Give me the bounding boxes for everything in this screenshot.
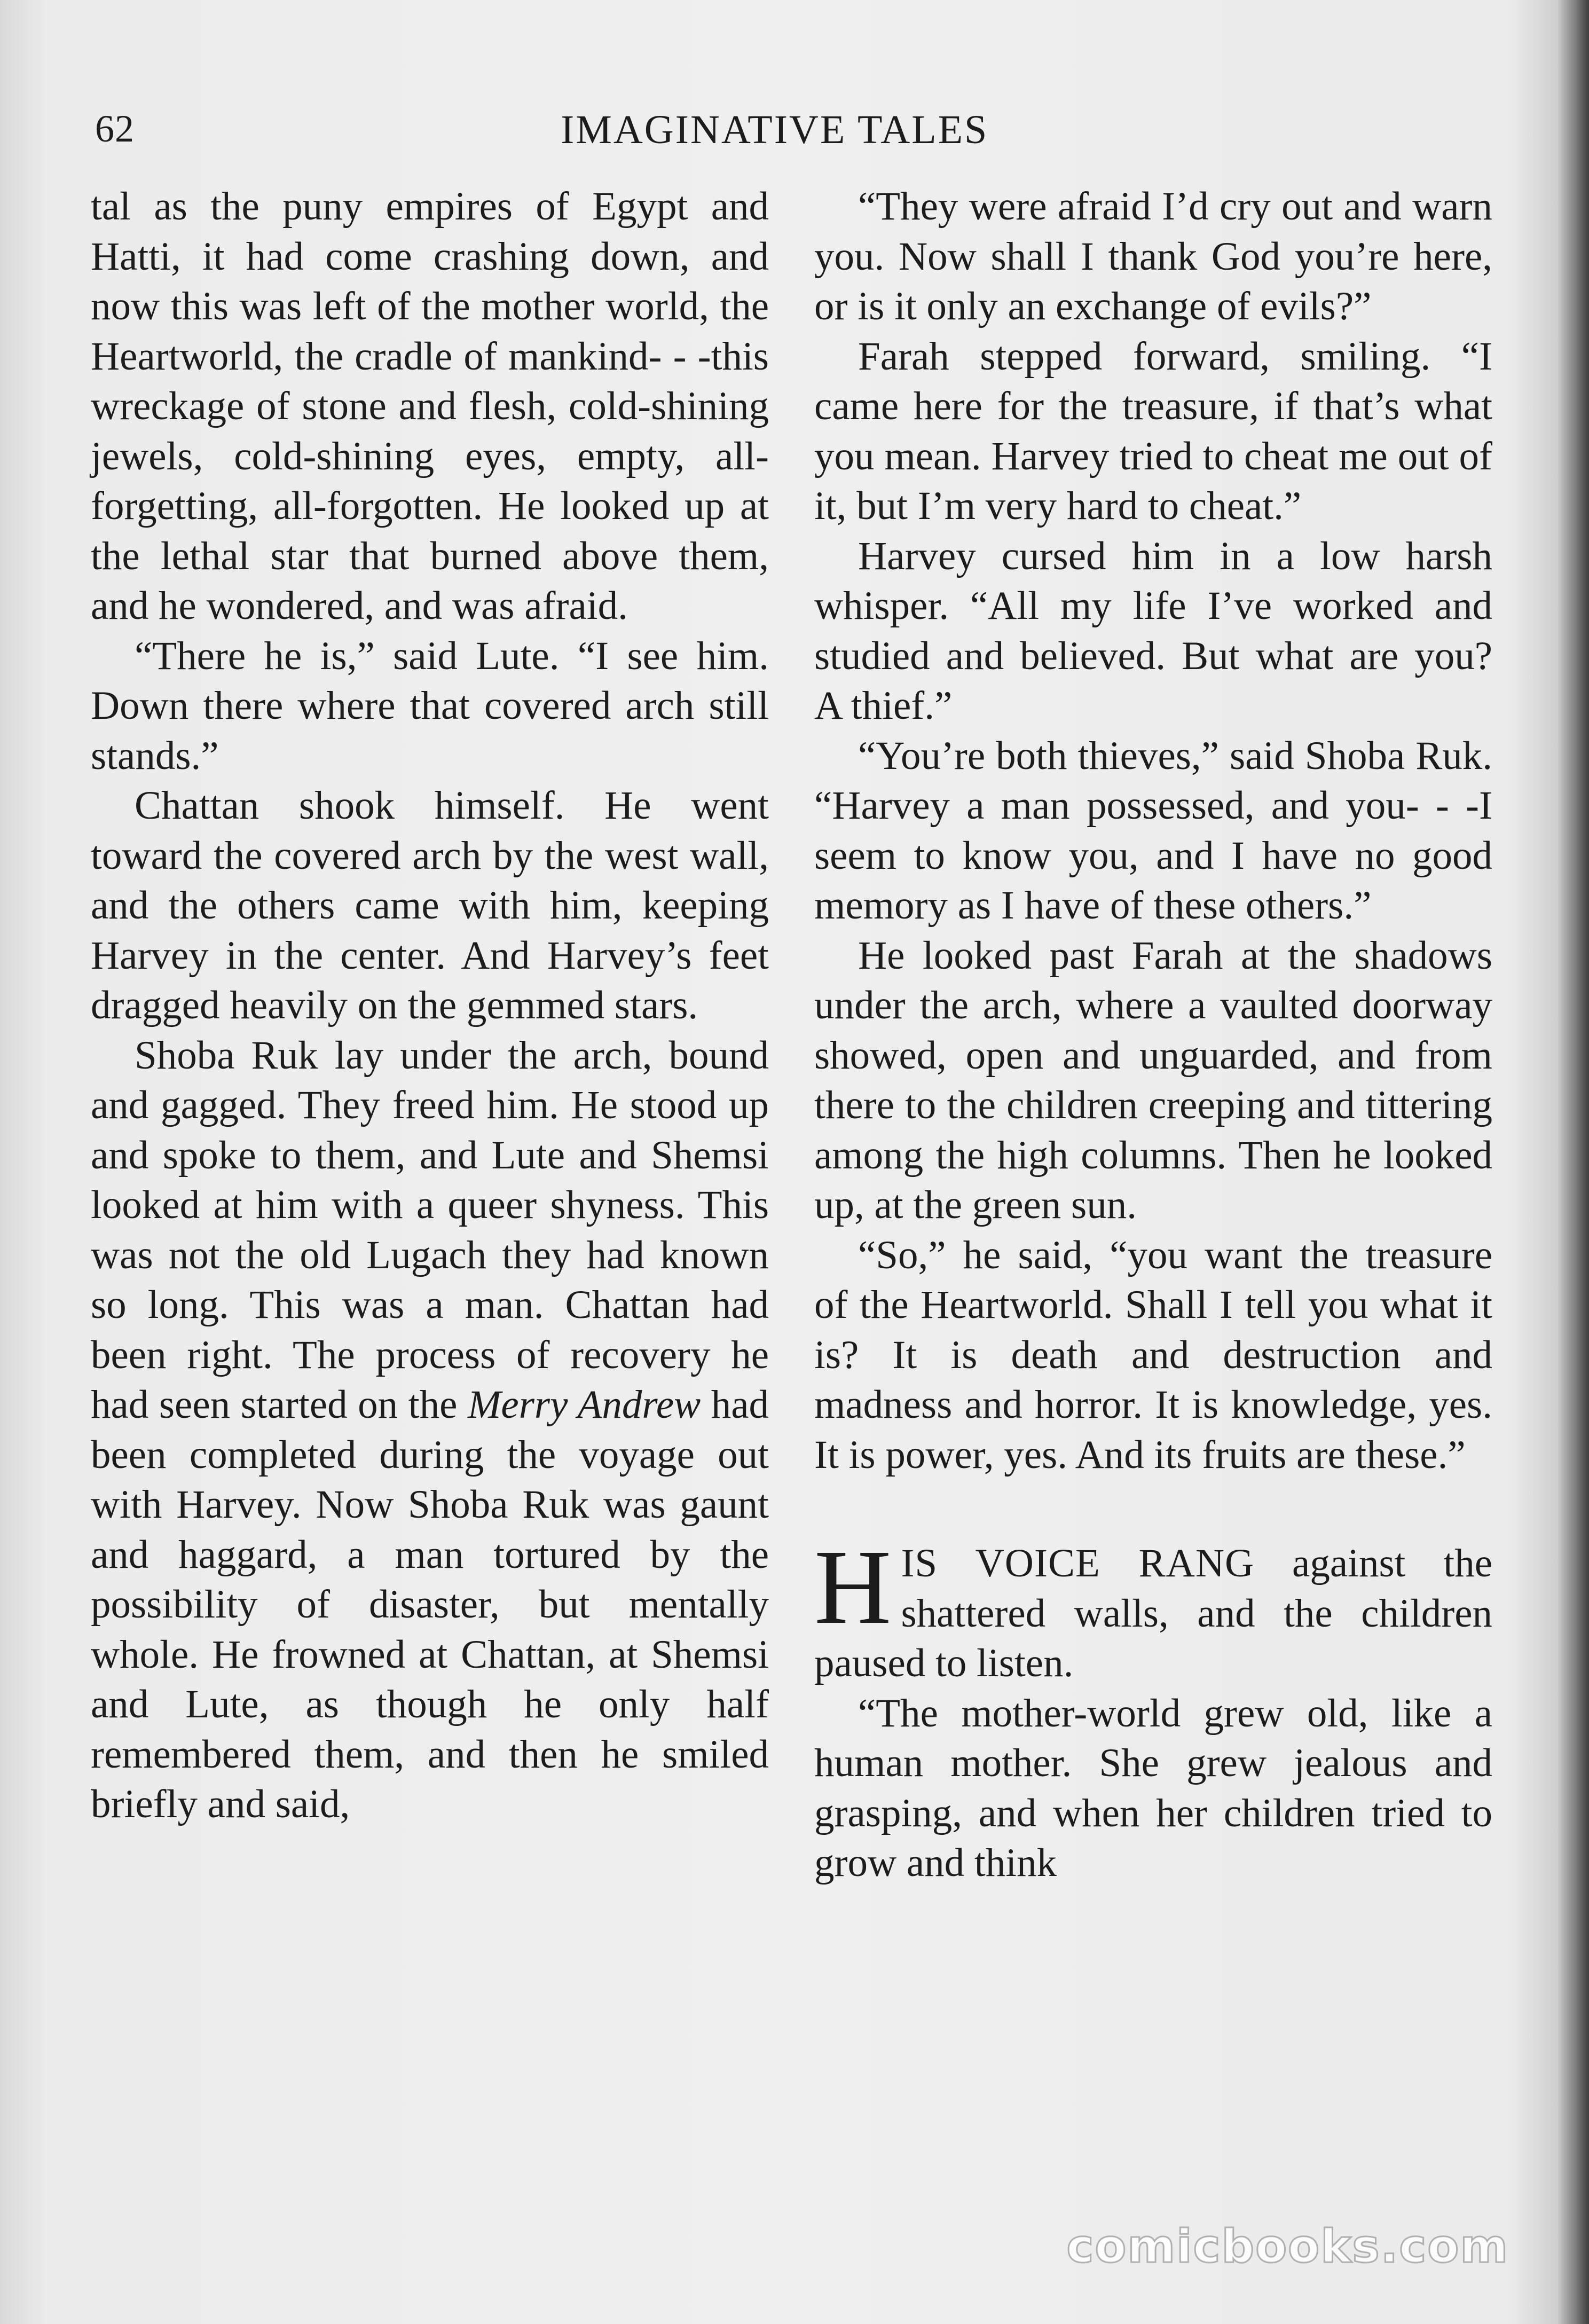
paragraph: He looked past Farah at the shadows under the arch, where a vaulted doorway showed, open and unguarded, and from there to the children creeping and tittering among the high columns. Then he looked up, at the green sun. — [814, 933, 1492, 1227]
text-run: Shoba Ruk lay under the arch, bound and gagged. They freed him. He stood up and spoke to them, and Lute and Shemsi looked at him with a queer shyness. This was not the old Lugach they had known so long. This was a man. Chattan had been right. The process of recovery he had seen started on the — [91, 1033, 769, 1427]
paragraph: “The mother-world grew old, like a human mother. She grew jealous and grasping, and when her children tried to grow and think — [814, 1691, 1492, 1885]
text-run: had been completed during the voyage out with Harvey. Now Shoba Ruk was gaunt and haggard, a man tortured by the possibility of disaster, but mentally whole. He frowned at Chattan, at Shemsi and Lute, as though he only half remembered them, and then he smiled briefly and said, — [91, 1383, 769, 1826]
paragraph: “They were afraid I’d cry out and warn you. Now shall I thank God you’re here, or is it only an exchange of evils?” — [814, 184, 1492, 328]
paragraph — [91, 1031, 769, 1830]
watermark: comicbooks.com — [1066, 2220, 1509, 2273]
paragraph: Farah stepped forward, smiling. “I came here for the treasure, if that’s what you mean. Harvey tried to cheat me out of it, but I’m very hard to cheat.” — [814, 334, 1492, 528]
left-column — [91, 182, 769, 1830]
page-number: 62 — [95, 107, 135, 150]
paragraph: “So,” he said, “you want the treasure of the Heartworld. Shall I tell you what it is? It is death and destruction and madness and horror. It is knowledge, yes. It is power, yes. And its fruits are these.” — [814, 1232, 1492, 1477]
text-run: against the shattered walls, and the children paused to listen. — [814, 1541, 1492, 1685]
right-column — [814, 182, 1492, 1888]
lead-in-caps: IS VOICE RANG — [901, 1541, 1255, 1585]
section-break — [814, 1480, 1492, 1538]
running-title: IMAGINATIVE TALES — [561, 107, 989, 152]
section-opening-paragraph — [814, 1528, 1492, 1689]
paragraph: “You’re both thieves,” said Shoba Ruk. “Harvey a man possessed, and you- - -I seem to know you, and I have no good memory as I have of these others.” — [814, 733, 1492, 928]
paragraph: Harvey cursed him in a low harsh whisper. “All my life I’ve worked and studied and believed. But what are you? A thief.” — [814, 533, 1492, 728]
paragraph: “There he is,” said Lute. “I see him. Down there where that covered arch still stands.” — [91, 633, 769, 778]
paragraph-continued: tal as the puny empires of Egypt and Hatti, it had come crashing down, and now this was left of the mother world, the Heartworld, the cradle of mankind- - -this wreckage of stone and flesh, cold-shining jewels, cold-shining eyes, empty, all-forgetting, all-forgotten. He looked up at the lethal star that burned above them, and he wondered, and was afraid. — [91, 184, 769, 628]
drop-cap: H — [814, 1528, 892, 1646]
paragraph: Chattan shook himself. He went toward the covered arch by the west wall, and the others came with him, keeping Harvey in the center. And Harvey’s feet dragged heavily on the gemmed stars. — [91, 783, 769, 1027]
ship-name: Merry Andrew — [467, 1383, 701, 1427]
page-edge-shadow — [1557, 0, 1589, 2324]
